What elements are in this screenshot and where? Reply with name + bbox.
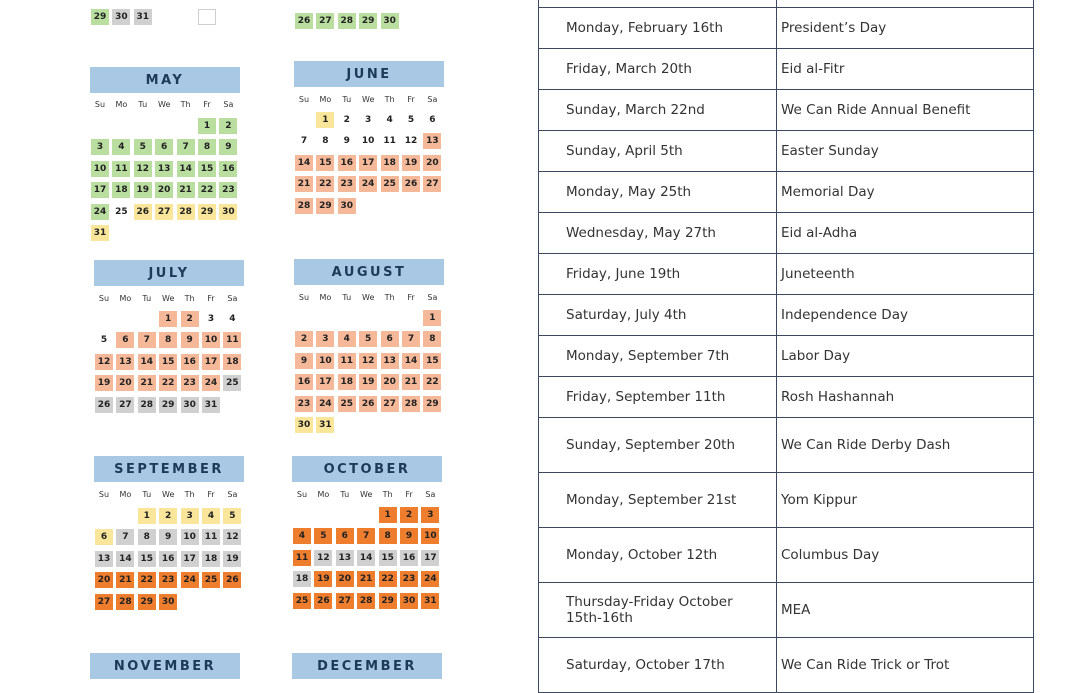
- holiday-date: [539, 0, 777, 8]
- day-cell: 19: [402, 155, 420, 171]
- weekday-label: Sa: [227, 490, 238, 499]
- day-cell: 30: [381, 13, 399, 29]
- weekday-label: Mo: [319, 95, 332, 104]
- day-cell: 25: [293, 593, 311, 609]
- day-cell: 11: [338, 353, 356, 369]
- month-header: OCTOBER: [292, 456, 442, 482]
- table-row: [539, 131, 1034, 172]
- day-cell: 30: [159, 594, 177, 610]
- day-cell: [155, 9, 173, 25]
- table-row: [539, 90, 1034, 131]
- day-cell: 26: [402, 176, 420, 192]
- day-cell: 16: [159, 551, 177, 567]
- holiday-name: Yom Kippur: [777, 473, 1034, 528]
- day-cell: [198, 9, 216, 25]
- day-cell: 2: [295, 331, 313, 347]
- day-cell: 8: [159, 332, 177, 348]
- holiday-date: Sunday, March 22nd: [539, 90, 777, 131]
- day-cell: 30: [400, 593, 418, 609]
- table-row: [539, 377, 1034, 418]
- day-cell: 24: [202, 375, 220, 391]
- day-cell: 22: [159, 375, 177, 391]
- weekday-label: Su: [98, 490, 110, 499]
- holiday-name: Columbus Day: [777, 528, 1034, 583]
- day-cell: 29: [198, 204, 216, 220]
- day-cell: 31: [134, 9, 152, 25]
- day-cell: 1: [316, 112, 334, 128]
- weekday-label: Sa: [425, 490, 436, 499]
- day-cell: 27: [95, 594, 113, 610]
- day-cell: 18: [223, 354, 241, 370]
- day-cell: 2: [338, 112, 356, 128]
- day-cell: 2: [159, 508, 177, 524]
- weekday-label: Th: [384, 95, 395, 104]
- holiday-date: Friday, September 11th: [539, 377, 777, 418]
- day-cell: 5: [223, 508, 241, 524]
- day-cell: 19: [359, 374, 377, 390]
- day-cell: 23: [159, 572, 177, 588]
- day-cell: 10: [359, 133, 377, 149]
- day-cell: 2: [181, 311, 199, 327]
- day-cell: 18: [381, 155, 399, 171]
- weekday-label: Tu: [142, 490, 152, 499]
- day-cell: 3: [202, 311, 220, 327]
- day-cell: 5: [95, 332, 113, 348]
- weekday-label: Su: [298, 293, 310, 302]
- weekday-label: Mo: [119, 294, 132, 303]
- day-cell: 9: [219, 139, 237, 155]
- holiday-name: Independence Day: [777, 295, 1034, 336]
- day-cell: 25: [223, 375, 241, 391]
- day-cell: 28: [357, 593, 375, 609]
- weekday-label: Mo: [115, 100, 128, 109]
- day-cell: 29: [91, 9, 109, 25]
- day-cell: 3: [316, 331, 334, 347]
- day-cell: 12: [223, 529, 241, 545]
- day-cell: 10: [202, 332, 220, 348]
- day-cell: 27: [116, 397, 134, 413]
- day-cell: 29: [316, 198, 334, 214]
- day-cell: 6: [95, 529, 113, 545]
- weekday-label: Fr: [407, 293, 415, 302]
- holiday-date: Friday, March 20th: [539, 49, 777, 90]
- holiday-date: Thursday-Friday October 15th-16th: [539, 583, 777, 638]
- day-cell: 8: [379, 528, 397, 544]
- holiday-name: Eid al-Adha: [777, 213, 1034, 254]
- day-cell: 7: [138, 332, 156, 348]
- day-cell: 27: [316, 13, 334, 29]
- day-cell: 23: [295, 396, 313, 412]
- weekday-label: Tu: [342, 95, 352, 104]
- day-cell: 7: [402, 331, 420, 347]
- day-cell: 28: [338, 13, 356, 29]
- day-cell: 6: [381, 331, 399, 347]
- day-cell: 25: [338, 396, 356, 412]
- holiday-date: Monday, February 16th: [539, 8, 777, 49]
- month-header: NOVEMBER: [90, 653, 240, 679]
- table-row: [539, 473, 1034, 528]
- day-cell: 3: [181, 508, 199, 524]
- day-cell: 21: [357, 571, 375, 587]
- holiday-name: Eid al-Fitr: [777, 49, 1034, 90]
- day-cell: 12: [402, 133, 420, 149]
- day-cell: 24: [316, 396, 334, 412]
- table-row: [539, 0, 1034, 8]
- day-cell: 1: [423, 310, 441, 326]
- day-cell: 9: [295, 353, 313, 369]
- day-cell: 30: [112, 9, 130, 25]
- weekday-label: Th: [382, 490, 393, 499]
- day-cell: 18: [202, 551, 220, 567]
- day-cell: 10: [421, 528, 439, 544]
- day-cell: 6: [155, 139, 173, 155]
- day-cell: 20: [381, 374, 399, 390]
- day-cell: 20: [336, 571, 354, 587]
- holiday-name: MEA: [777, 583, 1034, 638]
- holiday-name: Juneteenth: [777, 254, 1034, 295]
- day-cell: 7: [295, 133, 313, 149]
- weekday-label: Fr: [405, 490, 413, 499]
- holiday-name: We Can Ride Trick or Trot: [777, 638, 1034, 693]
- day-cell: 30: [219, 204, 237, 220]
- day-cell: 16: [219, 161, 237, 177]
- table-row: [539, 8, 1034, 49]
- day-cell: 12: [95, 354, 113, 370]
- day-cell: 7: [177, 139, 195, 155]
- day-cell: 29: [359, 13, 377, 29]
- day-cell: 4: [202, 508, 220, 524]
- day-cell: 21: [402, 374, 420, 390]
- day-cell: 1: [138, 508, 156, 524]
- table-row: [539, 528, 1034, 583]
- day-cell: 11: [293, 550, 311, 566]
- weekday-label: We: [158, 100, 171, 109]
- holiday-date: Sunday, September 20th: [539, 418, 777, 473]
- day-cell: 21: [116, 572, 134, 588]
- day-cell: 17: [181, 551, 199, 567]
- day-cell: 6: [336, 528, 354, 544]
- day-cell: 18: [293, 571, 311, 587]
- day-cell: 21: [138, 375, 156, 391]
- table-row: [539, 49, 1034, 90]
- weekday-label: Su: [298, 95, 310, 104]
- weekday-label: We: [360, 490, 373, 499]
- holiday-name: Labor Day: [777, 336, 1034, 377]
- day-cell: 28: [116, 594, 134, 610]
- holiday-date: Saturday, October 17th: [539, 638, 777, 693]
- day-cell: 25: [381, 176, 399, 192]
- day-cell: 13: [336, 550, 354, 566]
- month-header: DECEMBER: [292, 653, 442, 679]
- day-cell: 24: [421, 571, 439, 587]
- table-row: [539, 418, 1034, 473]
- day-cell: 11: [202, 529, 220, 545]
- day-cell: 15: [379, 550, 397, 566]
- day-cell: [219, 9, 237, 25]
- day-cell: 24: [91, 204, 109, 220]
- day-cell: 23: [400, 571, 418, 587]
- holiday-date: Friday, June 19th: [539, 254, 777, 295]
- weekday-label: Th: [384, 293, 395, 302]
- day-cell: 23: [219, 182, 237, 198]
- day-cell: 17: [202, 354, 220, 370]
- holiday-name: Rosh Hashannah: [777, 377, 1034, 418]
- day-cell: 7: [116, 529, 134, 545]
- day-cell: 4: [112, 139, 130, 155]
- day-cell: 22: [138, 572, 156, 588]
- weekday-label: Fr: [407, 95, 415, 104]
- day-cell: 16: [295, 374, 313, 390]
- weekday-label: Sa: [427, 95, 438, 104]
- weekday-label: Fr: [207, 294, 215, 303]
- day-cell: 3: [359, 112, 377, 128]
- day-cell: 16: [338, 155, 356, 171]
- day-cell: 4: [293, 528, 311, 544]
- day-cell: 29: [159, 397, 177, 413]
- month-header: AUGUST: [294, 259, 444, 285]
- holiday-name: We Can Ride Derby Dash: [777, 418, 1034, 473]
- day-cell: 4: [223, 311, 241, 327]
- day-cell: 26: [359, 396, 377, 412]
- day-cell: 14: [402, 353, 420, 369]
- day-cell: [177, 9, 195, 25]
- day-cell: 27: [336, 593, 354, 609]
- day-cell: 16: [181, 354, 199, 370]
- day-cell: 13: [155, 161, 173, 177]
- day-cell: 17: [316, 374, 334, 390]
- day-cell: 31: [421, 593, 439, 609]
- holiday-date: Monday, October 12th: [539, 528, 777, 583]
- day-cell: 2: [219, 118, 237, 134]
- day-cell: 30: [295, 417, 313, 433]
- weekday-label: We: [162, 294, 175, 303]
- day-cell: 28: [138, 397, 156, 413]
- day-cell: 15: [138, 551, 156, 567]
- month-header: JUNE: [294, 61, 444, 87]
- weekday-label: Tu: [340, 490, 350, 499]
- day-cell: 21: [295, 176, 313, 192]
- day-cell: 22: [316, 176, 334, 192]
- table-row: [539, 638, 1034, 693]
- holiday-name: [777, 0, 1034, 8]
- day-cell: 4: [338, 331, 356, 347]
- table-row: [539, 254, 1034, 295]
- day-cell: 5: [402, 112, 420, 128]
- day-cell: 13: [116, 354, 134, 370]
- day-cell: [423, 13, 441, 29]
- day-cell: 4: [381, 112, 399, 128]
- holiday-date: Saturday, July 4th: [539, 295, 777, 336]
- table-row: [539, 583, 1034, 638]
- day-cell: 20: [423, 155, 441, 171]
- day-cell: 9: [159, 529, 177, 545]
- day-cell: 31: [316, 417, 334, 433]
- day-cell: 8: [138, 529, 156, 545]
- day-cell: 30: [181, 397, 199, 413]
- day-cell: 28: [295, 198, 313, 214]
- month-header: SEPTEMBER: [94, 456, 244, 482]
- day-cell: 9: [338, 133, 356, 149]
- day-cell: 5: [134, 139, 152, 155]
- day-cell: 17: [91, 182, 109, 198]
- weekday-label: Su: [94, 100, 106, 109]
- weekday-label: Tu: [342, 293, 352, 302]
- weekday-label: Tu: [142, 294, 152, 303]
- day-cell: 13: [423, 133, 441, 149]
- day-cell: 8: [423, 331, 441, 347]
- day-cell: 6: [116, 332, 134, 348]
- day-cell: 16: [400, 550, 418, 566]
- day-cell: 26: [314, 593, 332, 609]
- day-cell: 10: [91, 161, 109, 177]
- day-cell: 22: [198, 182, 216, 198]
- day-cell: 11: [381, 133, 399, 149]
- day-cell: 20: [155, 182, 173, 198]
- day-cell: 27: [155, 204, 173, 220]
- holiday-name: We Can Ride Annual Benefit: [777, 90, 1034, 131]
- day-cell: 6: [423, 112, 441, 128]
- day-cell: 11: [223, 332, 241, 348]
- day-cell: 23: [338, 176, 356, 192]
- day-cell: 3: [91, 139, 109, 155]
- day-cell: 14: [177, 161, 195, 177]
- day-cell: 9: [181, 332, 199, 348]
- day-cell: 19: [314, 571, 332, 587]
- day-cell: 24: [181, 572, 199, 588]
- day-cell: 15: [198, 161, 216, 177]
- day-cell: 7: [357, 528, 375, 544]
- day-cell: 10: [316, 353, 334, 369]
- day-cell: 28: [177, 204, 195, 220]
- weekday-label: Sa: [227, 294, 238, 303]
- day-cell: 2: [400, 507, 418, 523]
- day-cell: 15: [316, 155, 334, 171]
- table-row: [539, 336, 1034, 377]
- day-cell: [402, 13, 420, 29]
- day-cell: 19: [95, 375, 113, 391]
- day-cell: 14: [295, 155, 313, 171]
- day-cell: 14: [138, 354, 156, 370]
- day-cell: 12: [359, 353, 377, 369]
- day-cell: 1: [379, 507, 397, 523]
- weekday-label: Su: [98, 294, 110, 303]
- day-cell: 31: [202, 397, 220, 413]
- weekday-label: Fr: [207, 490, 215, 499]
- holiday-name: President’s Day: [777, 8, 1034, 49]
- weekday-label: Sa: [223, 100, 234, 109]
- weekday-label: Su: [296, 490, 308, 499]
- day-cell: 12: [314, 550, 332, 566]
- day-cell: 25: [202, 572, 220, 588]
- day-cell: 29: [379, 593, 397, 609]
- day-cell: 24: [359, 176, 377, 192]
- table-row: [539, 213, 1034, 254]
- day-cell: 22: [379, 571, 397, 587]
- weekday-label: Mo: [317, 490, 330, 499]
- holiday-date: Wednesday, May 27th: [539, 213, 777, 254]
- weekday-label: Fr: [203, 100, 211, 109]
- month-header: JULY: [94, 260, 244, 286]
- day-cell: 8: [316, 133, 334, 149]
- day-cell: 30: [338, 198, 356, 214]
- holiday-date: Monday, September 7th: [539, 336, 777, 377]
- day-cell: 29: [138, 594, 156, 610]
- day-cell: 1: [159, 311, 177, 327]
- day-cell: 13: [95, 551, 113, 567]
- weekday-label: Mo: [319, 293, 332, 302]
- day-cell: 5: [314, 528, 332, 544]
- table-row: [539, 172, 1034, 213]
- holiday-name: Memorial Day: [777, 172, 1034, 213]
- day-cell: 13: [381, 353, 399, 369]
- day-cell: 8: [198, 139, 216, 155]
- day-cell: 26: [223, 572, 241, 588]
- day-cell: 14: [116, 551, 134, 567]
- weekday-label: We: [362, 293, 375, 302]
- weekday-label: Th: [180, 100, 191, 109]
- table-row: [539, 295, 1034, 336]
- month-header: MAY: [90, 67, 240, 93]
- day-cell: 17: [421, 550, 439, 566]
- day-cell: 1: [198, 118, 216, 134]
- day-cell: 15: [159, 354, 177, 370]
- day-cell: 26: [134, 204, 152, 220]
- holiday-name: Easter Sunday: [777, 131, 1034, 172]
- day-cell: 25: [112, 204, 130, 220]
- day-cell: 20: [95, 572, 113, 588]
- holiday-date: Sunday, April 5th: [539, 131, 777, 172]
- day-cell: 10: [181, 529, 199, 545]
- day-cell: 15: [423, 353, 441, 369]
- day-cell: 22: [423, 374, 441, 390]
- day-cell: 26: [295, 13, 313, 29]
- weekday-label: Sa: [427, 293, 438, 302]
- day-cell: 19: [134, 182, 152, 198]
- day-cell: 26: [95, 397, 113, 413]
- day-cell: 27: [381, 396, 399, 412]
- day-cell: 18: [338, 374, 356, 390]
- holiday-date: Monday, September 21st: [539, 473, 777, 528]
- day-cell: 19: [223, 551, 241, 567]
- day-cell: 21: [177, 182, 195, 198]
- day-cell: 3: [421, 507, 439, 523]
- day-cell: 12: [134, 161, 152, 177]
- weekday-label: Th: [184, 294, 195, 303]
- day-cell: 17: [359, 155, 377, 171]
- day-cell: 5: [359, 331, 377, 347]
- weekday-label: We: [362, 95, 375, 104]
- weekday-label: Mo: [119, 490, 132, 499]
- weekday-label: Th: [184, 490, 195, 499]
- day-cell: 23: [181, 375, 199, 391]
- day-cell: 27: [423, 176, 441, 192]
- day-cell: 11: [112, 161, 130, 177]
- day-cell: 18: [112, 182, 130, 198]
- holiday-date: Monday, May 25th: [539, 172, 777, 213]
- weekday-label: We: [162, 490, 175, 499]
- holiday-table: [538, 0, 1034, 693]
- day-cell: 20: [116, 375, 134, 391]
- day-cell: 9: [400, 528, 418, 544]
- day-cell: 28: [402, 396, 420, 412]
- day-cell: 31: [91, 225, 109, 241]
- day-cell: 29: [423, 396, 441, 412]
- weekday-label: Tu: [138, 100, 148, 109]
- day-cell: 14: [357, 550, 375, 566]
